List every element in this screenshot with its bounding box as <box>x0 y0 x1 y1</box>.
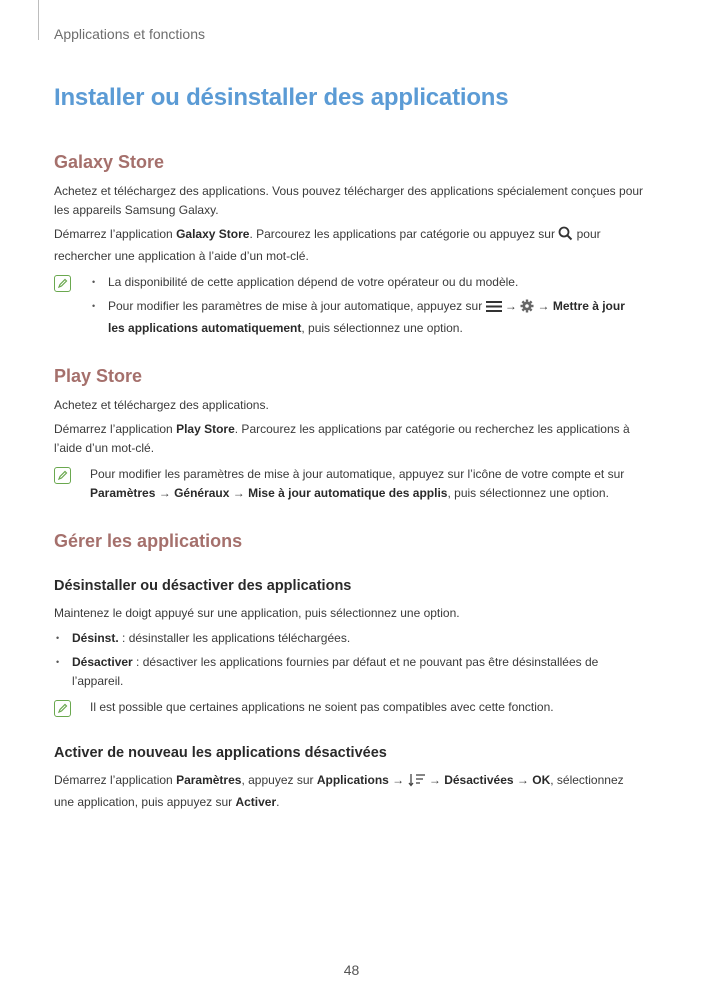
arrow-text: → <box>229 486 249 500</box>
disabled-label: Désactivées <box>444 773 514 787</box>
arrow-text: → <box>534 299 553 313</box>
list-item: • La disponibilité de cette application dépend de votre opérateur ou du modèle. <box>90 273 644 292</box>
list-item <box>90 297 644 338</box>
reactivate-instructions <box>54 771 644 812</box>
settings-label: Paramètres <box>176 773 242 787</box>
reactivate-subheading: Activer de nouveau les applications désactivées <box>54 745 387 761</box>
auto-update-apps-label: Mise à jour automatique des applis <box>248 486 448 500</box>
header-rule <box>38 0 39 40</box>
page-title: Installer ou désinstaller des applications <box>54 84 509 111</box>
play-store-heading: Play Store <box>54 366 143 386</box>
settings-label: Paramètres <box>90 486 156 500</box>
text-segment: . Parcourez les applications par catégorie ou appuyez sur <box>249 227 559 241</box>
galaxy-store-start <box>54 225 644 266</box>
text-segment: . <box>276 795 280 809</box>
uninstall-options-list <box>54 629 644 691</box>
menu-icon <box>486 300 502 319</box>
compatibility-note <box>54 698 644 717</box>
arrow-text: → <box>155 486 175 500</box>
list-item <box>54 629 644 648</box>
galaxy-store-note <box>54 273 644 338</box>
play-store-note <box>54 465 644 503</box>
play-store-intro: Achetez et téléchargez des applications. <box>54 398 269 412</box>
arrow-text: → <box>425 773 445 787</box>
text-segment: , sélectionnez une application, puis appuyez sur <box>54 773 624 809</box>
arrow-text: → <box>501 299 521 313</box>
text-segment: Démarrez l’application <box>54 227 177 241</box>
play-store-label: Play Store <box>176 422 235 436</box>
page-number: 48 <box>343 962 360 978</box>
galaxy-store-note-list <box>90 273 644 338</box>
text-segment: Démarrez l’application <box>54 773 177 787</box>
disable-label: Désactiver <box>72 655 133 669</box>
text-segment: pour rechercher une application à l’aide d’un mot-clé. <box>54 227 601 263</box>
text-segment: , puis sélectionnez une option. <box>301 321 463 335</box>
uninstall-intro: Maintenez le doigt appuyé sur une application, puis sélectionnez une option. <box>54 606 460 620</box>
arrow-text: → <box>513 773 533 787</box>
text-segment: Pour modifier les paramètres de mise à jour automatique, appuyez sur <box>108 299 486 313</box>
sort-icon <box>408 773 426 793</box>
auto-update-label: Mettre à jour les applications automatiquement <box>108 299 625 335</box>
manage-apps-heading: Gérer les applications <box>54 531 243 551</box>
page-content <box>54 84 644 812</box>
note-icon <box>54 467 71 484</box>
text-segment: Il est possible que certaines applications ne soient pas compatibles avec cette fonction. <box>90 700 554 714</box>
uninstall-label: Désinst. <box>72 631 119 645</box>
text-segment: Pour modifier les paramètres de mise à jour automatique, appuyez sur l’icône de votre compte et sur <box>90 467 625 481</box>
applications-label: Applications <box>316 773 389 787</box>
text-segment: , puis sélectionnez une option. <box>447 486 609 500</box>
list-item <box>54 653 644 691</box>
ok-label: OK <box>532 773 551 787</box>
text-segment: Démarrez l’application <box>54 422 177 436</box>
text-segment: . Parcourez les applications par catégorie ou recherchez les applications à l’aide d’un mot-clé. <box>54 422 630 455</box>
note-icon <box>54 275 71 292</box>
galaxy-store-intro: Achetez et téléchargez des applications. Vous pouvez télécharger des applications spécialement conçues pour les appareils Samsung Galaxy. <box>54 184 644 217</box>
text-segment: , appuyez sur <box>241 773 317 787</box>
activate-label: Activer <box>235 795 277 809</box>
uninstall-subheading: Désinstaller ou désactiver des applications <box>54 578 352 594</box>
galaxy-store-heading: Galaxy Store <box>54 152 165 172</box>
text-segment: : désinstaller les applications téléchargées. <box>118 631 351 645</box>
general-label: Généraux <box>174 486 230 500</box>
search-icon <box>558 226 573 247</box>
play-store-start <box>54 420 644 458</box>
note-icon <box>54 700 71 717</box>
gear-icon <box>520 299 534 319</box>
section-header: Applications et fonctions <box>54 26 205 42</box>
text-segment: : désactiver les applications fournies par défaut et ne pouvant pas être désinstallées de l’appareil. <box>72 655 599 688</box>
arrow-text: → <box>388 773 408 787</box>
galaxy-store-label: Galaxy Store <box>176 227 250 241</box>
